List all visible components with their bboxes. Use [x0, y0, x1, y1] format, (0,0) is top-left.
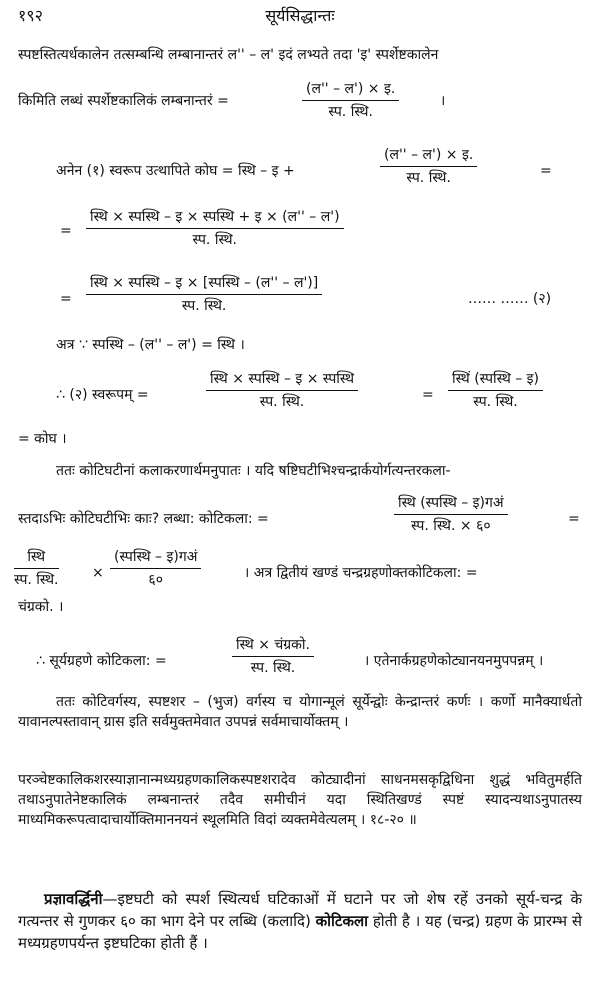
numerator: स्थि — [14, 548, 59, 569]
times-sign: × — [92, 565, 104, 581]
text-line: ∴ (२) स्वरूपम् = — [56, 387, 149, 403]
denominator: स्प. स्थि. — [259, 394, 305, 410]
numerator: स्थि × स्पस्थि – इ × स्पस्थि — [206, 370, 358, 391]
denominator: स्प. स्थि. — [473, 394, 518, 410]
commentary-term: कोटिकला — [315, 912, 369, 930]
commentary-paragraph — [18, 888, 582, 954]
page-number: १९२ — [18, 6, 43, 25]
text-line: किमिति लब्धं स्पर्शेष्टकालिकं लम्बनान्तरं = — [18, 93, 229, 109]
denominator: स्प. स्थि. — [250, 660, 296, 676]
numerator: स्थि × स्पस्थि – इ × स्पस्थि + इ × (ल'' – ल') — [86, 208, 344, 229]
numerator: (स्पस्थि – इ)गअं — [110, 548, 201, 569]
fraction — [86, 208, 344, 249]
fraction — [110, 548, 201, 589]
equals-sign: = — [60, 223, 72, 239]
denominator: स्प. स्थि. × ६० — [410, 518, 491, 534]
text-line: अत्र ∵ स्पस्थि – (ल'' – ल') = स्थि । — [56, 337, 245, 353]
denominator: स्प. स्थि. — [181, 298, 227, 314]
equals-sign: = — [568, 511, 580, 527]
text-line: चंग्रको. । — [18, 599, 64, 615]
text-line: । — [440, 93, 446, 109]
fraction — [86, 274, 322, 315]
text-line: अनेन (१) स्वरूप उत्थापिते कोघ = स्थि – इ + — [56, 163, 295, 179]
running-title: सूर्यसिद्धान्तः — [265, 6, 335, 25]
equals-sign: = — [60, 291, 72, 307]
numerator: (ल'' – ल') × इ. — [302, 80, 399, 101]
text-line: । अत्र द्वितीयं खण्डं चन्द्रग्रहणोक्तकोटिकला: = — [244, 565, 478, 581]
text-line: । एतेनार्कग्रहणेकोट्यानयनमुपपन्नम् । — [364, 653, 544, 669]
text-line: ∴ सूर्यग्रहणे कोटिकला: = — [36, 653, 167, 669]
equals-sign: = — [422, 387, 434, 403]
text-line: ततः कोटिघटीनां कलाकरणार्थमनुपातः । यदि षष्टिघटीभिश्चन्द्रार्कयोर्गत्यन्तरकला- — [56, 463, 451, 479]
text-line: स्पष्टस्तित्यर्धकालेन तत्सम्बन्धि लम्बानान्तरं ल'' – ल' इदं लभ्यते तदा 'इ' स्पर्शेष्टकालेन — [18, 47, 439, 63]
paragraph: ततः कोटिवर्गस्य, स्पष्टशर – (भुज) वर्गस्य च योगान्मूलं सूर्येन्द्वोः केन्द्रान्तरं कर्णः । कर्णो मानैक्यार्धतो यावानल्पस्तावान् ग्रास इति सर्वमुक्तमेवात उपपन्नं सर्वमाचार्योक्तम् । — [18, 694, 582, 730]
fraction — [302, 80, 399, 121]
paragraph: परञ्चेष्टकालिकशरस्याज्ञानान्मध्यग्रहणकालिकस्पष्टशरादेव कोट्यादीनां साधनमसकृद्विधिना शुद्धं भवितुमर्हति तथाऽनुपातेनेष्टकालिकं लम्बनान्तरं तदैव समीचीनं यदा स्थितिखण्डं स्पष्टं स्यादन्यथाऽनुपातस्य माध्यमिकरूपत्वादाचार्योक्तिमाननयनं स्थूलमिति विदां व्यक्तमेवेत्यलम् । १८-२० ॥ — [18, 772, 582, 828]
page-header — [18, 4, 582, 26]
numerator: स्थि (स्पस्थि – इ)गअं — [394, 494, 508, 515]
text-line: स्तदाऽभिः कोटिघटीभिः काः? लब्धा: कोटिकला: = — [18, 511, 269, 527]
fraction — [448, 370, 543, 411]
denominator: ६० — [148, 572, 163, 588]
commentary-heading: प्रज्ञावर्द्धिनी — [44, 890, 103, 908]
numerator: (ल'' – ल') × इ. — [380, 146, 477, 167]
denominator: स्प. स्थि. — [192, 232, 238, 248]
denominator: स्प. स्थि. — [14, 572, 59, 588]
denominator: स्प. स्थि. — [406, 170, 451, 186]
denominator: स्प. स्थि. — [328, 104, 373, 120]
fraction — [232, 636, 314, 677]
numerator: स्थिं (स्पस्थि – इ) — [448, 370, 543, 391]
commentary-text: —इष्टघटी को स्पर्श स्थित्यर्ध घटिकाओं में घटाने पर जो शेष रहें उनको सूर्य-चन्द्र के गत्यन्तर से गुणकर ६० का भाग देने पर लब्धि (कलादि) — [18, 890, 582, 930]
numerator: स्थि × स्पस्थि – इ × [स्पस्थि – (ल'' – ल')] — [86, 274, 322, 295]
fraction — [206, 370, 358, 411]
equation-number: …… …… (२) — [468, 291, 552, 307]
equals-sign: = — [540, 163, 552, 179]
numerator: स्थि × चंग्रको. — [232, 636, 314, 657]
fraction — [380, 146, 477, 187]
fraction — [394, 494, 508, 535]
fraction — [14, 548, 59, 589]
commentary-text: होती है । यह (चन्द्र) ग्रहण के प्रारम्भ से मध्यग्रहणपर्यन्त इष्टघटिका होती हैं । — [18, 912, 583, 952]
text-line: = कोघ । — [18, 431, 67, 447]
